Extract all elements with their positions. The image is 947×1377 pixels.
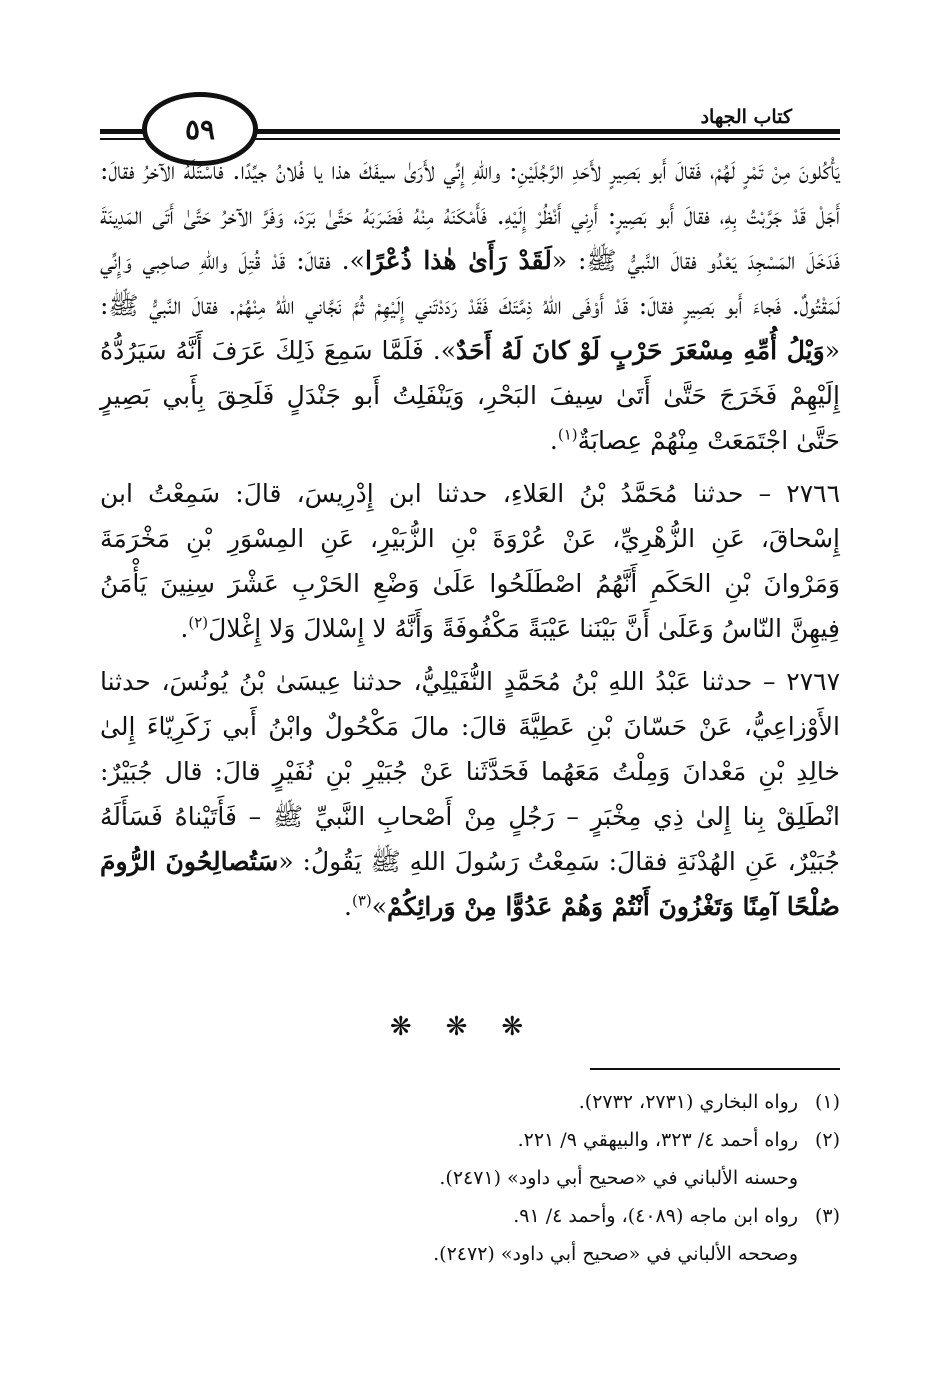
footnote-ref: (٣) xyxy=(351,891,372,910)
footnote-3 xyxy=(220,1197,840,1235)
prophet-quote: لَقَدْ رَأَىٰ هٰذا ذُعْرًا xyxy=(364,246,552,275)
footnote-3-continuation: وصححه الألباني في «صحيح أبي داود» (٢٤٧٢). xyxy=(433,1243,798,1265)
footnote-text: رواه البخاري (٢٧٣١، ٢٧٣٢). xyxy=(578,1091,798,1113)
footnote-ref: (٢) xyxy=(188,613,209,632)
footnote-ref: (١) xyxy=(557,425,578,444)
footnote-text: رواه أحمد ٤/ ٣٢٣، والبيهقي ٩/ ٢٢١. xyxy=(517,1129,798,1151)
footnote-text: رواه ابن ماجه (٤٠٨٩)، وأحمد ٤/ ٩١. xyxy=(513,1205,798,1227)
book-title: كتاب الجهاد xyxy=(693,106,800,128)
page-number-text: ٥٩ xyxy=(184,112,216,146)
paragraph-hadith-2766: ٢٧٦٦ – حدثنا مُحَمَّدُ بْنُ العَلاءِ، حدثنا ابن إِدْرِيسَ، قالَ: سَمِعْتُ ابن إِسْحاقَ، عَنِ الزُّهْرِيِّ، عَنْ عُرْوَةَ بْنِ الزُّبَيْرِ، عَنِ المِسْوَرِ بْنِ مَخْرَمَةَ وَمَرْوانَ بْنِ الحَكَمِ أَنَّهُمُ اصْطَلَحُوا عَلَىٰ وَضْعِ الحَرْبِ عَشْرَ سِنِينَ يَأْمَنُ فِيهِنَّ النّاسُ وَعَلَىٰ أَنَّ بَيْنَنا عَيْبَةً مَكْفُوفَةً وَأَنَّهُ لا إِسْلالَ وَلا إِغْلالَ$^{(٢)}$. xyxy=(100,479,840,643)
prophet-quote: سَتُصالِحُونَ الرُّومَ صُلْحًا آمِنًا وَتَغْزُونَ أَنْتُمْ وَهُمْ عَدُوًّا مِنْ وَرائِكُمْ xyxy=(100,847,840,921)
footnote-2-continuation: وحسنه الألباني في «صحيح أبي داود» (٢٤٧١). xyxy=(439,1167,798,1189)
main-text xyxy=(100,148,840,937)
footnote-rule xyxy=(590,1068,840,1070)
footnote-marker: (٣) xyxy=(814,1205,840,1227)
footnote-marker: (٢) xyxy=(814,1129,840,1151)
paragraph-hadith-continuation: يَأْكُلونَ مِنْ تَمْرٍ لَهُمْ، فَقالَ أَبو بَصِيرٍ لأَحَدِ الرَّجُلَيْنِ: واللهِ إِنِّي لأَرَىٰ سيفَكَ هذا يا فُلانُ جيِّدًا. فاسْتَلَّهُ الآخرُ فقالَ: أَجَلْ قَدْ جَرَّبْتُ بِهِ، فقالَ أَبو بَصِيرٍ: أَرِني أَنْظُرْ إِلَيْهِ. فَأَمْكَنَهُ مِنْهُ فَضَرَبَهُ حَتَّىٰ بَرَدَ، وَفَرَّ الآخرُ حَتَّىٰ أَتَى المَدِينَةَ فَدَخَلَ المَسْجِدَ يَعْدُو فقالَ النَّبيُّ ﷺ: «لَقَدْ رَأَىٰ هٰذا ذُعْرًا». فقالَ: قَدْ قُتِلَ واللهِ صاحِبي وَإِنِّي لَمَقْتُولٌ. فَجاءَ أَبو بَصِيرٍ فقالَ: قَدْ أَوْفَى اللهُ ذِمَّتَكَ فَقَدْ رَدَدْتَني إِلَيْهِمْ ثُمَّ نَجَّاني اللهُ مِنْهُمْ. فقالَ النَّبيُّ ﷺ: «وَيْلُ أُمِّهِ مِسْعَرَ حَرْبٍ لَوْ كانَ لَهُ أَحَدٌ». فَلَمَّا سَمِعَ ذَلِكَ عَرَفَ أَنَّهُ سَيَرُدُّهُ إِلَيْهِمْ فَخَرَجَ حَتَّىٰ أَتَىٰ سِيفَ البَحْرِ، وَيَنْفَلِتُ أَبو جَنْدَلٍ فَلَحِقَ بِأَبي بَصِيرٍ حَتَّىٰ اجْتَمَعَتْ مِنْهُمْ عِصابَةٌ$^{(١)}$. xyxy=(100,156,840,455)
paragraph-hadith-2767: ٢٧٦٧ – حدثنا عَبْدُ اللهِ بْنُ مُحَمَّدٍ النُّفَيْلِيُّ، حدثنا عِيسَىٰ بْنُ يُونُسَ، حدثنا الأَوْزاعِيُّ، عَنْ حَسّانَ بْنِ عَطِيَّةَ قالَ: مالَ مَكْحُولٌ وابْنُ أَبي زَكَرِيّاءَ إِلىٰ خالِدِ بْنِ مَعْدانَ وَمِلْتُ مَعَهُما فَحَدَّثَنا عَنْ جُبَيْرِ بْنِ نُفَيْرٍ قالَ: قال جُبَيْرٌ: انْطَلِقْ بِنا إِلىٰ ذِي مِخْبَرٍ – رَجُلٍ مِنْ أَصْحابِ النَّبيِّ ﷺ – فَأَتَيْناهُ فَسَأَلَهُ جُبَيْرٌ، عَنِ الهُدْنَةِ فقالَ: سَمِعْتُ رَسُولَ اللهِ ﷺ يَقُولُ: «سَتُصالِحُونَ الرُّومَ صُلْحًا آمِنًا وَتَغْزُونَ أَنْتُمْ وَهُمْ عَدُوًّا مِنْ وَرائِكُمْ»$^{(٣)}$. xyxy=(100,667,840,921)
prophet-quote: وَيْلُ أُمِّهِ مِسْعَرَ حَرْبٍ لَوْ كانَ لَهُ أَحَدٌ xyxy=(456,336,825,365)
footnote-1 xyxy=(220,1083,840,1121)
footnotes xyxy=(220,1083,840,1273)
footnote-2 xyxy=(220,1121,840,1159)
section-separator: ❋❋❋ xyxy=(389,1012,558,1042)
footnote-marker: (١) xyxy=(814,1091,840,1113)
